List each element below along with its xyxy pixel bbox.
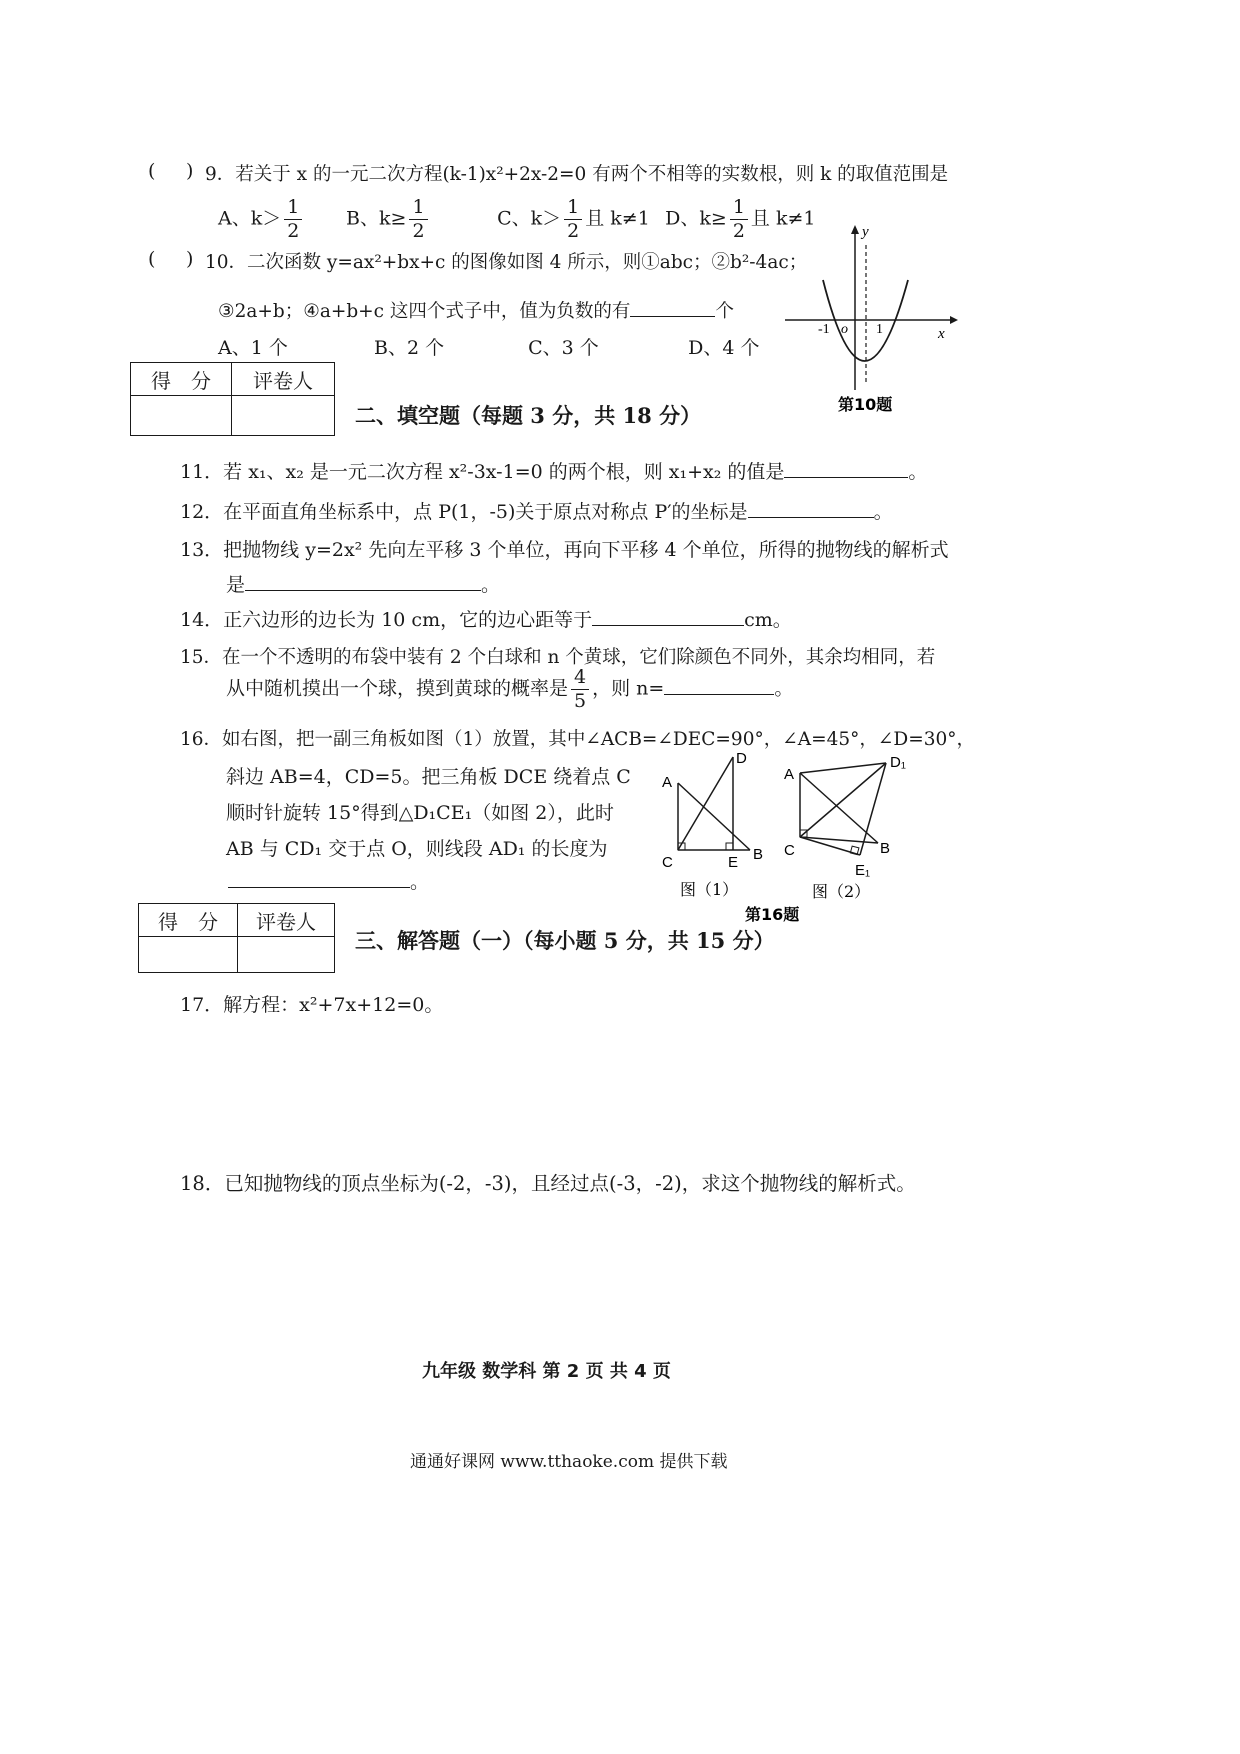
fig1-label-c: C <box>662 854 673 871</box>
q10-answer-blank <box>630 298 715 318</box>
fig1-label-d: D <box>736 750 747 767</box>
score-header: 得 分 <box>131 363 232 396</box>
q16-figure-caption: 第16题 <box>745 905 800 924</box>
q17: 17．解方程：x²+7x+12=0。 <box>180 994 444 1016</box>
q12: 12．在平面直角坐标系中，点 P(1，-5)关于原点对称点 P′的坐标是 。 <box>180 497 893 524</box>
x-axis-arrow <box>950 316 958 324</box>
origin-label: o <box>841 322 848 337</box>
q16-line1: 16．如右图，把一副三角板如图（1）放置，其中∠ACB=∠DEC=90°，∠A=45°，∠D=30°， <box>180 729 975 750</box>
score-cell[interactable] <box>139 937 238 973</box>
q11: 11．若 x₁、x₂ 是一元二次方程 x²-3x-1=0 的两个根，则 x₁+x₂ 的值是 。 <box>180 457 927 484</box>
score-header: 得 分 <box>139 904 238 937</box>
grader-header: 评卷人 <box>238 904 335 937</box>
q16-answer-line: 。 <box>228 867 429 894</box>
q10-options <box>218 333 760 360</box>
grader-header: 评卷人 <box>232 363 335 396</box>
q13-line2: 是 。 <box>226 570 500 597</box>
fig2-caption: 图（2） <box>812 882 871 901</box>
y-axis-arrow <box>851 225 859 234</box>
q10-option-d: D、4 个 <box>688 337 760 359</box>
q16-line4: AB 与 CD₁ 交于点 O，则线段 AD₁ 的长度为 <box>226 838 608 860</box>
q16-line2: 斜边 AB=4，CD=5。把三角板 DCE 绕着点 C <box>226 766 631 788</box>
q16-figures <box>650 745 930 930</box>
q10-line2: ③2a+b；④a+b+c 这四个式子中，值为负数的有 个 <box>218 297 734 323</box>
q10-answer-paren-close: ) <box>186 248 194 270</box>
score-table-section3 <box>138 903 335 973</box>
fig1-caption: 图（1） <box>680 880 739 899</box>
q9-fraction: $\frac{1}{2}$ <box>284 198 302 241</box>
score-cell[interactable] <box>131 396 232 436</box>
q10-option-b: B、2 个 <box>374 337 445 359</box>
q9-option-c: C、k＞ $\frac{1}{2}$ 且 k≠1 <box>497 196 650 242</box>
tick-label-neg1: -1 <box>818 322 830 337</box>
grader-cell[interactable] <box>232 396 335 436</box>
fig2-label-b: B <box>880 840 891 857</box>
download-watermark: 通通好课网 www.tthaoke.com 提供下载 <box>410 1452 728 1472</box>
q15-line2: 从中随机摸出一个球，摸到黄球的概率是 $\frac{4}{5}$ ，则 n= 。 <box>226 666 794 712</box>
score-table-section2 <box>130 362 335 436</box>
fig1-label-b: B <box>753 846 764 863</box>
q15-answer-blank <box>664 675 774 695</box>
q9-fraction: $\frac{1}{2}$ <box>409 198 427 241</box>
y-axis-label: y <box>862 224 869 240</box>
fig2-label-c: C <box>784 842 795 859</box>
q9-option-d: D、k≥ $\frac{1}{2}$ 且 k≠1 <box>665 196 816 242</box>
q9-text: 9．若关于 x 的一元二次方程(k-1)x²+2x-2=0 有两个不相等的实数根，则 k 的取值范围是 <box>205 164 949 185</box>
q9-fraction: $\frac{1}{2}$ <box>564 198 582 241</box>
q10-line1: 10．二次函数 y=ax²+bx+c 的图像如图 4 所示，则①abc；②b²-4ac； <box>205 252 808 273</box>
q11-answer-blank <box>784 458 908 478</box>
fig2-label-e1: E₁ <box>855 862 871 879</box>
figure-1 <box>662 750 763 899</box>
q10-option-a: A、1 个 <box>218 337 288 359</box>
q10-graph-caption: 第10题 <box>838 395 893 414</box>
fig2-label-a: A <box>784 766 795 783</box>
q9-fraction: $\frac{1}{2}$ <box>730 198 748 241</box>
grader-cell[interactable] <box>238 937 335 973</box>
q12-answer-blank <box>748 498 874 518</box>
q18: 18．已知抛物线的顶点坐标为(-2，-3)，且经过点(-3，-2)，求这个抛物线的解析式。 <box>180 1172 916 1195</box>
q15-fraction: $\frac{4}{5}$ <box>571 668 589 711</box>
fig2-label-d1: D₁ <box>890 754 906 771</box>
q9-option-b: B、k≥ $\frac{1}{2}$ <box>346 198 491 241</box>
x-axis-label: x <box>938 326 945 342</box>
q9-answer-paren-close: ) <box>186 160 194 182</box>
q13-answer-blank <box>245 571 481 591</box>
page-footer: 九年级 数学科 第 2 页 共 4 页 <box>422 1361 671 1382</box>
q14-answer-blank <box>592 606 744 626</box>
q9-options <box>218 198 815 241</box>
section2-title: 二、填空题（每题 3 分，共 18 分） <box>355 403 702 428</box>
q13-line1: 13．把抛物线 y=2x² 先向左平移 3 个单位，再向下平移 4 个单位，所得的抛物线的解析式 <box>180 539 949 561</box>
q16-answer-blank <box>228 868 410 888</box>
q10-parabola-graph <box>780 220 960 420</box>
q10-option-c: C、3 个 <box>528 337 599 359</box>
figure-2 <box>784 754 906 901</box>
fig1-label-a: A <box>662 774 673 791</box>
q14: 14．正六边形的边长为 10 cm，它的边心距等于 cm。 <box>180 605 792 632</box>
q15-line1: 15．在一个不透明的布袋中装有 2 个白球和 n 个黄球，它们除颜色不同外，其余均相同，若 <box>180 647 936 668</box>
q10-answer-paren: ( <box>148 248 156 270</box>
q16-line3: 顺时针旋转 15°得到△D₁CE₁（如图 2），此时 <box>226 802 614 824</box>
tick-label-1: 1 <box>876 322 883 337</box>
q9-answer-paren: ( <box>148 160 156 182</box>
q9-option-a: A、k＞ $\frac{1}{2}$ <box>218 198 340 241</box>
section3-title: 三、解答题（一）（每小题 5 分，共 15 分） <box>355 928 775 953</box>
fig1-label-e: E <box>728 854 739 871</box>
